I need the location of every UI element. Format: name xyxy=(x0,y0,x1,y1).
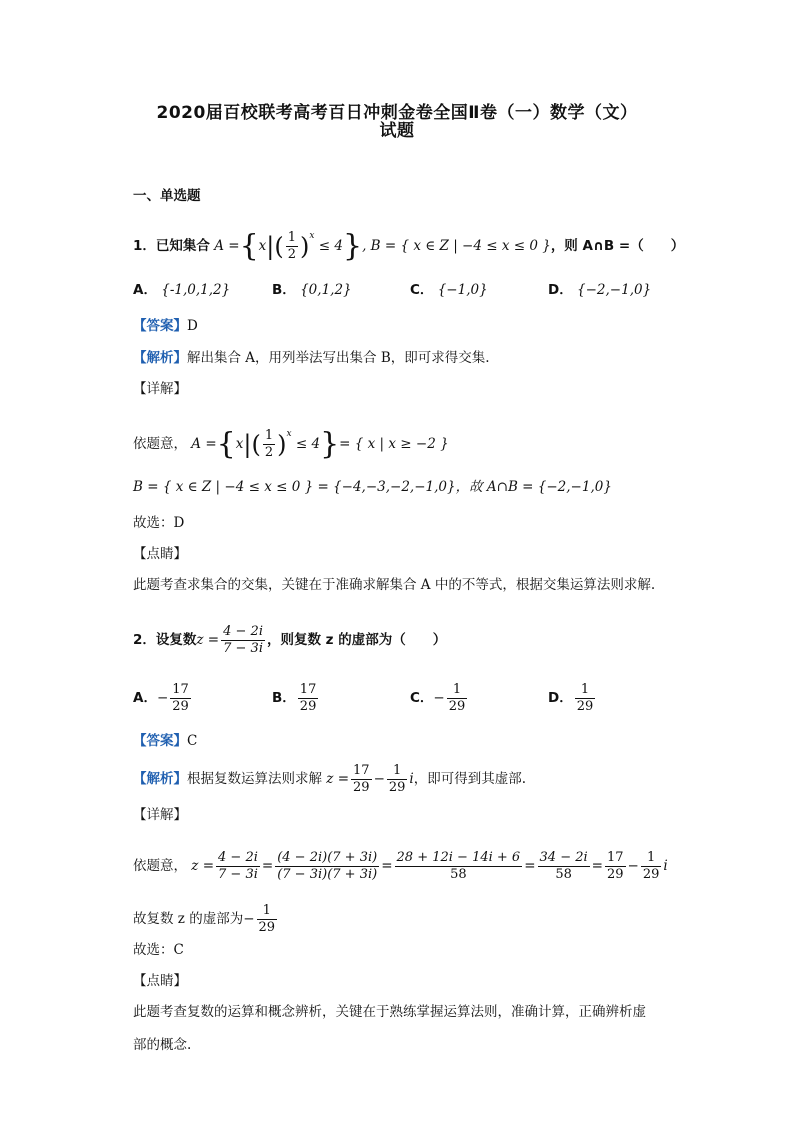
q1-answer: 【答案】D xyxy=(133,318,198,334)
q2-option-b: B． $\frac{17}{29}$ xyxy=(272,682,317,714)
q1-analysis: 【解析】解出集合 A，用列举法写出集合 B，即可求得交集. xyxy=(133,350,490,366)
q2-stem: 2．设复数z = $\frac{4 - 2i}{7 - 3i}$ ，则复数 z 的虚部为（ ） xyxy=(133,624,447,656)
q2-option-c: C．− $\frac{1}{29}$ xyxy=(410,682,466,714)
q1-setA-rhs: ≤ 4 xyxy=(318,238,343,254)
q1-detail-heading: 【详解】 xyxy=(133,381,187,397)
q1-comment: 此题考查求集合的交集，关键在于准确求解集合 A 中的不等式，根据交集运算法则求解. xyxy=(133,577,656,593)
section-heading: 一、单选题 xyxy=(133,188,201,204)
q2-detail-heading: 【详解】 xyxy=(133,807,187,823)
q2-answer: 【答案】C xyxy=(133,733,198,749)
q2-detail-equation: 依题意， z = $\frac{4 - 2i}{7 - 3i}$ = $\frac{(4 - 2i)(7 + 3i)}{(7 - 3i)(7 + 3i)}$ = $\frac{28 + 12i - 14i + 6}{58}$ = $\frac{34 - 2i}{58}$ = $\frac{17}{29}$ − $\frac{1}{29}$ i xyxy=(133,850,668,882)
q1-detail-line1: 依题意， A ={x|( $\frac{1}{2}$ )$^x$ ≤ 4}= { x | x ≥ −2 } xyxy=(133,426,449,462)
q2-stem-fraction: $\frac{4 - 2i}{7 - 3i}$ xyxy=(223,624,263,656)
doc-title-line2: 试题 xyxy=(379,121,415,141)
q1-setB: , B = { x ∈ Z | −4 ≤ x ≤ 0 } xyxy=(362,238,551,254)
q1-option-c: C． {−1,0} xyxy=(410,282,488,298)
q2-option-d: D． $\frac{1}{29}$ xyxy=(548,682,594,714)
q1-option-b: B． {0,1,2} xyxy=(272,282,352,298)
q1-stem-start: 已知集合 xyxy=(155,238,210,254)
q1-setA-fraction: $\frac{1}{2}$ xyxy=(287,230,297,262)
q2-analysis: 【解析】根据复数运算法则求解 z = $\frac{17}{29}$ − $\frac{1}{29}$ i，即可得到其虚部. xyxy=(133,763,527,795)
q1-detail-line2: B = { x ∈ Z | −4 ≤ x ≤ 0 } = {−4,−3,−2,−1,0}，故 A∩B = {−2,−1,0} xyxy=(133,479,612,495)
q1-detail-fraction: $\frac{1}{2}$ xyxy=(264,428,274,460)
q1-stem-end: ，则 A∩B =（ ） xyxy=(550,238,685,254)
q2-comment-heading: 【点睛】 xyxy=(133,973,187,989)
q1-choose: 故选：D xyxy=(133,515,185,531)
doc-title-line1: 2020届百校联考高考百日冲刺金卷全国Ⅱ卷（一）数学（文） xyxy=(156,103,638,123)
q1-setA-lhs: A = xyxy=(214,238,240,254)
q1-setA-x: x xyxy=(258,238,267,254)
q2-imag-part: 故复数 z 的虚部为− $\frac{1}{29}$ xyxy=(133,903,276,935)
q2-option-a: A．− $\frac{17}{29}$ xyxy=(133,682,189,714)
q1-comment-heading: 【点睛】 xyxy=(133,546,187,562)
q1-stem: 1．已知集合 A ={x|( $\frac{1}{2}$ )$^x$ ≤ 4}, B = { x ∈ Z | −4 ≤ x ≤ 0 }，则 A∩B =（ ） xyxy=(133,228,685,264)
q1-number: 1． xyxy=(133,238,156,254)
q2-choose: 故选：C xyxy=(133,942,184,958)
q2-comment-line2: 部的概念. xyxy=(133,1037,192,1053)
q1-option-a: A． {-1,0,1,2} xyxy=(133,282,231,298)
q1-option-d: D． {−2,−1,0} xyxy=(548,282,652,298)
q2-comment-line1: 此题考查复数的运算和概念辨析，关键在于熟练掌握运算法则，准确计算，正确辨析虚 xyxy=(133,1004,646,1020)
